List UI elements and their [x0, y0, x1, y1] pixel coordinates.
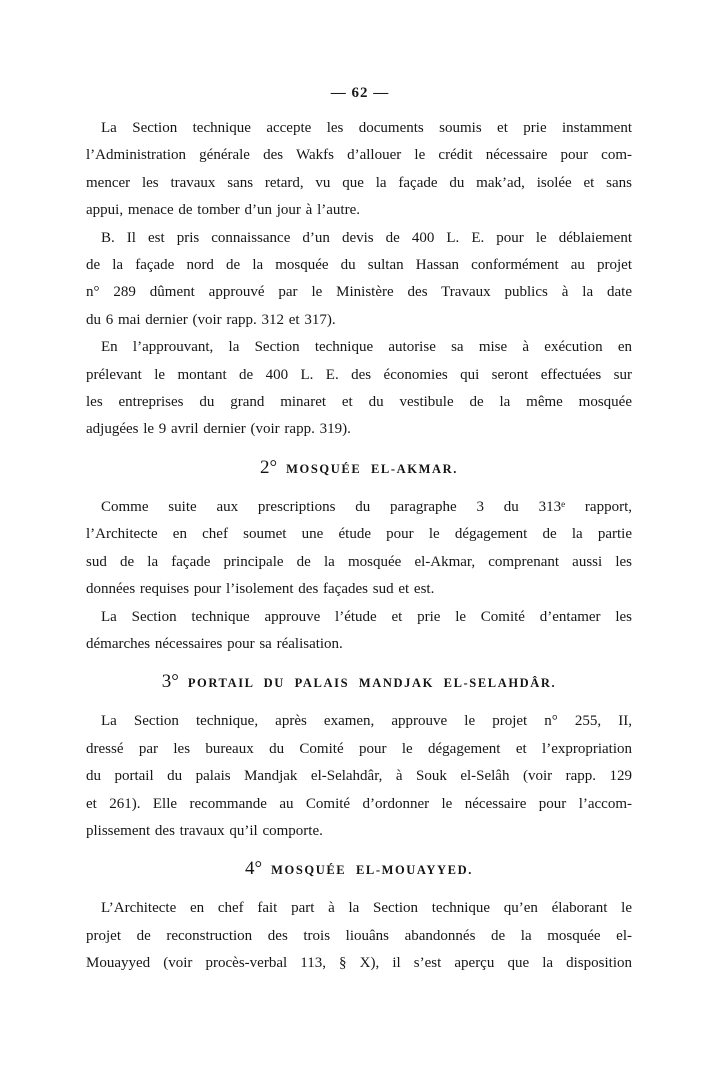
text-line: La Section technique, après examen, approuve le projet n° 255, II, [101, 713, 632, 730]
paragraph [86, 334, 632, 444]
paragraph [86, 225, 632, 335]
section-number: 4° [245, 858, 263, 880]
text-line: prélevant le montant de 400 L. E. des économies qui seront effectuées sur [86, 366, 632, 383]
text-line: appui, menace de tomber d’un jour à l’autre. [86, 202, 360, 219]
section-title: MOSQUÉE EL-MOUAYYED. [271, 863, 473, 878]
text-line: B. Il est pris connaissance d’un devis de 400 L. E. pour le déblaiement [101, 229, 632, 246]
section-number: 2° [260, 456, 278, 478]
text-line: du portail du palais Mandjak el-Selahdâr, à Souk el-Selâh (voir rapp. 129 [86, 768, 632, 785]
section-title: MOSQUÉE EL-AKMAR. [286, 461, 458, 476]
paragraph [86, 115, 632, 225]
paragraph [86, 708, 632, 845]
text-block [86, 115, 632, 978]
section-heading [86, 671, 632, 694]
text-line: La Section technique approuve l’étude et prie le Comité d’entamer les [101, 608, 632, 625]
text-line: et 261). Elle recommande au Comité d’ordonner le nécessaire pour l’accom- [86, 795, 632, 812]
text-line: La Section technique accepte les documents soumis et prie instamment [101, 120, 632, 136]
text-line: projet de reconstruction des trois liouâns abandonnés de la mosquée el- [86, 927, 632, 944]
text-line: Comme suite aux prescriptions du paragraphe 3 du 313e rapport, [101, 498, 632, 515]
page-number: — 62 — [330, 85, 390, 101]
text-line: adjugées le 9 avril dernier (voir rapp. 319). [86, 421, 351, 438]
text-line: l’Architecte en chef soumet une étude pour le dégagement de la partie [86, 526, 632, 543]
section-number: 3° [161, 671, 179, 693]
text-line: démarches nécessaires pour sa réalisation. [86, 635, 343, 652]
text-line: n° 289 dûment approuvé par le Ministère des Travaux publics à la date [86, 284, 632, 301]
section-heading [86, 858, 632, 881]
text-line: les entreprises du grand minaret et du vestibule de la même mosquée [86, 394, 632, 411]
section-title: PORTAIL DU PALAIS MANDJAK EL-SELAHDÂR. [187, 676, 557, 691]
paragraph [86, 895, 632, 977]
text-line: plissement des travaux qu’il comporte. [86, 822, 323, 839]
text-line: données requises pour l’isolement des façades sud et est. [86, 581, 435, 598]
text-line: l’Administration générale des Wakfs d’allouer le crédit nécessaire pour com- [86, 147, 632, 164]
paragraph [86, 604, 632, 659]
section-heading [86, 457, 632, 480]
text-line: sud de la façade principale de la mosquée el-Akmar, comprenant aussi les [86, 553, 632, 570]
text-line: dressé par les bureaux du Comité pour le dégagement et l’expropriation [86, 740, 632, 757]
text-line: de la façade nord de la mosquée du sultan Hassan conformément au projet [86, 257, 632, 274]
text-line: Mouayyed (voir procès-verbal 113, § X), il s’est aperçu que la disposition [86, 955, 632, 972]
text-line: mencer les travaux sans retard, vu que la façade du mak’ad, isolée et sans [86, 174, 632, 191]
text-line: L’Architecte en chef fait part à la Section technique qu’en élaborant le [101, 900, 632, 917]
text-line: du 6 mai dernier (voir rapp. 312 et 317). [86, 311, 336, 328]
text-line: En l’approuvant, la Section technique autorise sa mise à exécution en [101, 339, 632, 356]
paragraph [86, 494, 632, 604]
